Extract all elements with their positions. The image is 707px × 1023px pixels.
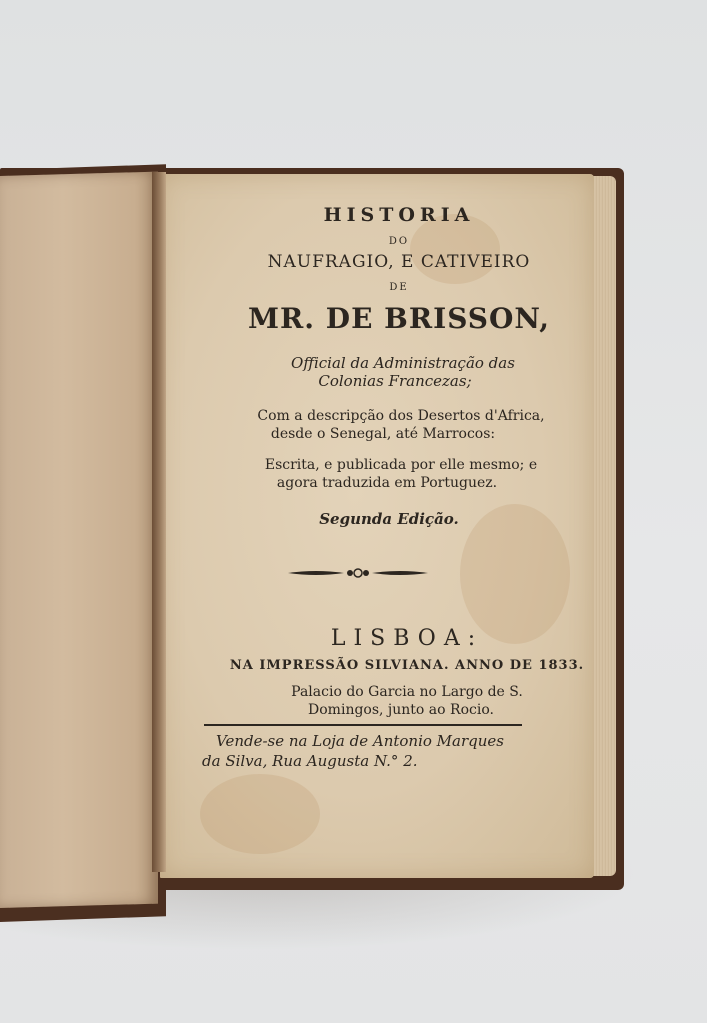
translation-line2: agora traduzida em Portuguez. [276, 475, 498, 491]
sale-note-line1: Vende-se na Loja de Antonio Marques [216, 732, 504, 750]
book-subtitle: NAUFRAGIO, E CATIVEIRO [267, 252, 531, 272]
description-line2: desde o Senegal, até Marrocos: [270, 426, 496, 442]
ornament-divider [286, 566, 430, 580]
imprint-city: LISBOA: [330, 626, 484, 651]
sale-note-line2: da Silva, Rua Augusta N.° 2. [202, 752, 418, 770]
title-page [160, 174, 594, 878]
title-connector-de: DE [389, 282, 409, 293]
author-role-line2: Colonias Francezas; [318, 372, 472, 390]
edition-note: Segunda Edição. [319, 510, 459, 528]
left-endpaper [0, 172, 158, 908]
author-name: MR. DE BRISSON, [248, 302, 550, 335]
imprint-printer: NA IMPRESSÃO SILVIANA. ANNO DE 1833. [229, 658, 585, 673]
author-role-line1: Official da Administração das [291, 354, 515, 372]
book-gutter [152, 172, 166, 872]
imprint-address-line2: Domingos, junto ao Rocio. [308, 702, 494, 718]
book-title: HISTORIA [323, 204, 475, 226]
horizontal-rule [204, 724, 522, 726]
description-line1: Com a descripção dos Desertos d'Africa, [257, 408, 545, 424]
translation-line1: Escrita, e publicada por elle mesmo; e [264, 457, 538, 473]
foxing-stain [200, 774, 320, 854]
title-connector-do: DO [388, 236, 410, 247]
imprint-address-line1: Palacio do Garcia no Largo de S. [291, 684, 523, 700]
